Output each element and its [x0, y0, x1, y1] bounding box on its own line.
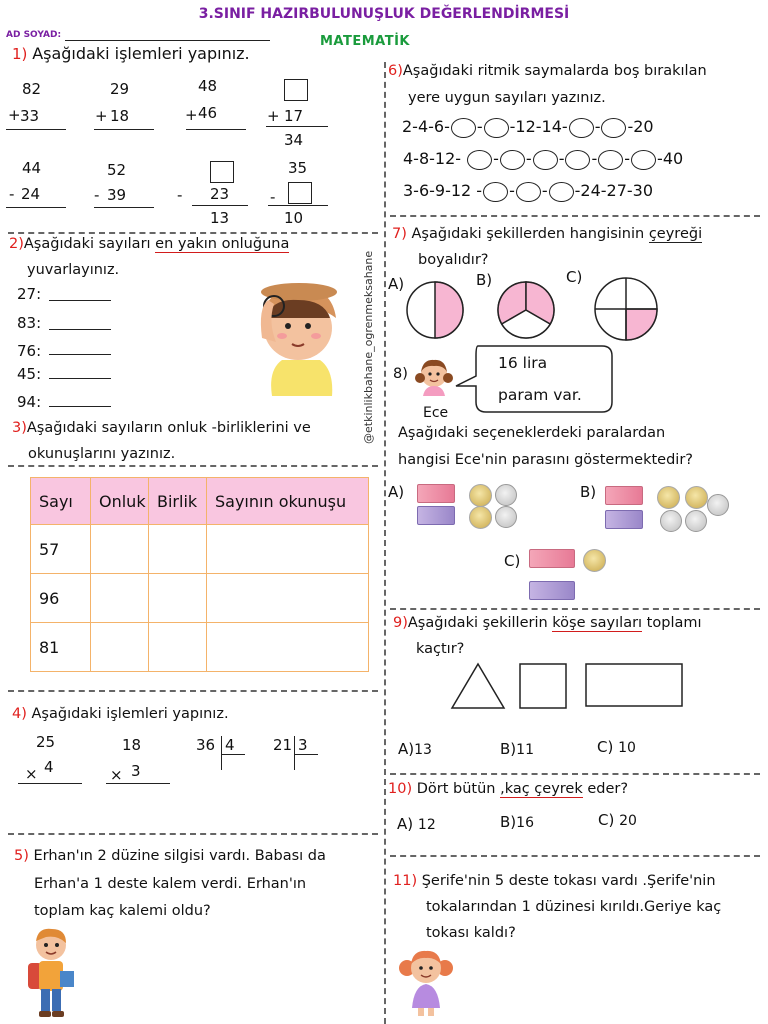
name-label: AD SOYAD:	[6, 30, 62, 40]
operator: +	[267, 107, 280, 125]
round-item: 76:	[17, 342, 41, 360]
blank-circle[interactable]	[601, 118, 626, 138]
question-number: 8)	[393, 366, 408, 382]
operator: +	[185, 106, 198, 124]
blank-circle[interactable]	[500, 150, 525, 170]
coin-icon	[685, 510, 707, 532]
tens-cell[interactable]	[91, 525, 149, 574]
option-label[interactable]: B)	[580, 483, 597, 501]
round-item: 83:	[17, 314, 41, 332]
table-header: Sayı	[31, 478, 91, 525]
blank-circle[interactable]	[549, 182, 574, 202]
banknote-5-icon	[605, 510, 643, 529]
operator: +	[8, 106, 21, 124]
square-shape	[520, 664, 566, 708]
answer-line	[192, 205, 248, 206]
blank-circle[interactable]	[565, 150, 590, 170]
table-row	[31, 623, 369, 672]
result: 34	[284, 131, 304, 149]
answer-option[interactable]: B)16	[500, 813, 534, 831]
question-text: Aşağıdaki şekillerin	[407, 615, 553, 631]
minuend: 35	[288, 159, 308, 177]
question-text: tokalarından 1 düzinesi kırıldı.Geriye kaç	[426, 899, 722, 915]
shapes-figure	[448, 662, 688, 712]
column-divider	[384, 62, 386, 1024]
question-2	[9, 236, 289, 252]
round-item: 94:	[17, 393, 41, 411]
question-text: Dört bütün	[416, 781, 501, 797]
division-bar	[221, 754, 245, 755]
banknote-10-icon	[529, 549, 575, 568]
option-label[interactable]: A)	[388, 275, 405, 293]
sequence-row: 4-8-12- - - - - - -40	[403, 149, 684, 168]
operator: -	[270, 188, 276, 206]
question-text: Aşağıdaki şekillerden hangisinin	[411, 226, 649, 242]
section-divider	[8, 833, 378, 835]
blank-circle[interactable]	[467, 150, 492, 170]
question-text: tokası kaldı?	[426, 925, 516, 941]
answer-line[interactable]	[94, 207, 154, 208]
third-shaded-circle[interactable]	[496, 280, 556, 340]
question-number: 6)	[388, 63, 403, 79]
addend-bottom: 18	[110, 107, 130, 125]
question-3	[12, 420, 311, 436]
question-6	[388, 63, 707, 79]
girl-illustration	[398, 946, 454, 1018]
name-field-line[interactable]	[65, 40, 270, 41]
answer-line	[266, 126, 328, 127]
rectangle-shape	[586, 664, 682, 706]
question-number: 7)	[392, 226, 407, 242]
question-number: 2)	[9, 236, 24, 252]
question-number: 10)	[388, 781, 413, 797]
coin-1-lira-icon	[657, 486, 680, 509]
factor-top: 18	[122, 736, 142, 754]
divisor: 4	[225, 736, 235, 754]
answer-line[interactable]	[18, 783, 82, 784]
section-divider	[390, 608, 760, 610]
option-label[interactable]: B)	[476, 271, 493, 289]
round-item: 27:	[17, 285, 41, 303]
round-item: 45:	[17, 365, 41, 383]
answer-option[interactable]: A)13	[398, 740, 432, 758]
question-text-emphasis: çeyreği	[648, 226, 703, 242]
question-4	[12, 706, 229, 722]
division-bar	[221, 736, 222, 770]
coin-1-lira-icon	[685, 486, 708, 509]
question-text: Aşağıdaki işlemleri yapınız.	[32, 44, 250, 63]
answer-line[interactable]	[6, 129, 66, 130]
operator: ×	[110, 766, 123, 784]
question-text: okunuşlarını yazınız.	[28, 446, 176, 462]
answer-line[interactable]	[49, 300, 111, 301]
girl-ece-illustration	[415, 356, 453, 396]
table-header: Sayının okunuşu	[207, 478, 369, 525]
operator: -	[177, 186, 183, 204]
dividend: 21	[273, 736, 293, 754]
question-text: Aşağıdaki sayıların onluk -birliklerini ve	[26, 420, 311, 436]
operator: -	[9, 185, 15, 203]
divisor: 3	[298, 736, 308, 754]
section-divider	[8, 465, 378, 467]
question-number: 3)	[12, 420, 27, 436]
ones-cell[interactable]	[149, 525, 207, 574]
coin-icon	[660, 510, 682, 532]
dividend: 36	[196, 736, 216, 754]
banknote-10-icon	[417, 484, 455, 503]
subtrahend: 24	[21, 185, 41, 203]
coin-icon	[495, 484, 517, 506]
worksheet-title: 3.SINIF HAZIRBULUNUŞLUK DEĞERLENDİRMESİ	[198, 6, 570, 22]
answer-line[interactable]	[49, 406, 111, 407]
blank-circle[interactable]	[598, 150, 623, 170]
blank-circle[interactable]	[569, 118, 594, 138]
operator: -	[94, 186, 100, 204]
place-value-table	[30, 477, 369, 672]
sequence-row: 2-4-6- - -12-14- - -20	[402, 117, 654, 136]
question-text: Erhan'a 1 deste kalem verdi. Erhan'ın	[34, 876, 307, 892]
minuend: 52	[107, 161, 127, 179]
section-divider	[390, 855, 760, 857]
answer-option[interactable]: A) 12	[397, 815, 436, 833]
question-text: Aşağıdaki seçeneklerdeki paralardan	[398, 425, 666, 441]
question-text: Aşağıdaki işlemleri yapınız.	[31, 706, 229, 722]
banknote-5-icon	[417, 506, 455, 525]
result: 10	[284, 209, 304, 227]
ones-cell[interactable]	[149, 623, 207, 672]
watermark: @etkinlikbahane_ogrenmeksahane	[362, 250, 375, 444]
section-divider	[390, 773, 760, 775]
question-1	[12, 44, 250, 63]
answer-line[interactable]	[49, 354, 111, 355]
question-text-emphasis: köşe sayıları	[552, 615, 643, 631]
factor-bottom: 3	[131, 762, 141, 780]
question-text: hangisi Ece'nin parasını göstermektedir?	[398, 452, 693, 468]
question-number: 11)	[393, 873, 418, 889]
division-bar	[294, 736, 295, 770]
coin-icon	[495, 506, 517, 528]
answer-line[interactable]	[6, 207, 66, 208]
operator: +	[95, 107, 108, 125]
question-number: 1)	[12, 45, 28, 63]
quarter-shaded-circle[interactable]	[593, 276, 659, 342]
number-cell: 96	[31, 574, 91, 623]
question-5	[14, 848, 326, 864]
answer-line[interactable]	[49, 329, 111, 330]
blank-circle[interactable]	[516, 182, 541, 202]
addend-bottom: 33	[20, 107, 40, 125]
subtrahend: 23	[210, 185, 230, 203]
question-9: 9)Aşağıdaki şekillerin köşe sayıları toplamı	[393, 615, 702, 631]
question-7	[392, 226, 702, 242]
section-divider	[8, 690, 378, 692]
question-text: toplam kaç kalemi oldu?	[34, 903, 211, 919]
question-number: 9)	[393, 615, 408, 631]
half-shaded-circle[interactable]	[405, 280, 465, 340]
factor-bottom: 4	[44, 758, 54, 776]
blank-circle[interactable]	[484, 118, 509, 138]
thinking-boy-illustration	[232, 278, 344, 398]
option-label[interactable]: C)	[566, 268, 583, 286]
question-text: Aşağıdaki sayıları	[23, 236, 156, 252]
blank-circle[interactable]	[483, 182, 508, 202]
minuend: 44	[22, 159, 42, 177]
bubble-text: 16 lira	[498, 354, 548, 372]
factor-top: 25	[36, 733, 56, 751]
question-text: yuvarlayınız.	[27, 262, 120, 278]
subtrahend: 39	[107, 186, 127, 204]
option-label[interactable]: A)	[388, 483, 405, 501]
boy-illustration	[22, 925, 78, 1020]
subject-title: MATEMATİK	[320, 34, 411, 49]
answer-line[interactable]	[49, 378, 111, 379]
section-divider	[390, 215, 760, 217]
addend-top: 82	[22, 80, 42, 98]
triangle-shape	[452, 664, 504, 708]
number-cell: 57	[31, 525, 91, 574]
coin-1-lira-icon	[583, 549, 606, 572]
question-text: boyalıdır?	[418, 252, 489, 268]
question-number: 4)	[12, 706, 27, 722]
table-row	[31, 574, 369, 623]
option-label[interactable]: C)	[504, 552, 521, 570]
answer-option[interactable]: C) 20	[598, 811, 637, 829]
operator: ×	[25, 765, 38, 783]
section-divider	[8, 232, 378, 234]
question-text: kaçtır?	[416, 641, 465, 657]
question-number: 5)	[14, 848, 29, 864]
question-text-emphasis: en yakın onluğuna	[155, 236, 290, 252]
sequence-row: 3-6-9-12 - - - -24-27-30	[403, 181, 654, 200]
reading-cell[interactable]	[207, 623, 369, 672]
number-cell: 81	[31, 623, 91, 672]
banknote-10-icon	[605, 486, 643, 505]
answer-line	[268, 205, 328, 206]
table-row	[31, 525, 369, 574]
addend-top: 29	[110, 80, 130, 98]
blank-circle[interactable]	[533, 150, 558, 170]
blank-box[interactable]	[210, 161, 234, 183]
coin-icon	[707, 494, 729, 516]
girl-name: Ece	[423, 405, 449, 421]
answer-line[interactable]	[186, 129, 246, 130]
bubble-text: param var.	[498, 386, 582, 404]
banknote-5-icon	[529, 581, 575, 600]
question-text: Aşağıdaki ritmik saymalarda boş bırakılan	[402, 63, 707, 79]
question-text: yere uygun sayıları yazınız.	[408, 90, 606, 106]
question-text: Erhan'ın 2 düzine silgisi vardı. Babası da	[33, 848, 326, 864]
answer-option[interactable]: C) 10	[597, 738, 636, 756]
coin-1-lira-icon	[469, 506, 492, 529]
blank-circle[interactable]	[451, 118, 476, 138]
division-bar	[294, 754, 318, 755]
question-11	[393, 873, 716, 889]
answer-option[interactable]: B)11	[500, 740, 534, 758]
ones-cell[interactable]	[149, 574, 207, 623]
tens-cell[interactable]	[91, 574, 149, 623]
coin-1-lira-icon	[469, 484, 492, 507]
question-text-emphasis: ,kaç çeyrek	[500, 781, 583, 797]
addend-top: 48	[198, 77, 218, 95]
question-10: 10) Dört bütün ,kaç çeyrek eder?	[388, 781, 629, 797]
addend-bottom: 17	[284, 107, 304, 125]
question-text: Şerife'nin 5 deste tokası vardı .Şerife'nin	[421, 873, 716, 889]
table-header: Onluk	[91, 478, 149, 525]
reading-cell[interactable]	[207, 574, 369, 623]
table-header: Birlik	[149, 478, 207, 525]
reading-cell[interactable]	[207, 525, 369, 574]
addend-bottom: 46	[198, 104, 218, 122]
result: 13	[210, 209, 230, 227]
answer-line[interactable]	[94, 129, 154, 130]
blank-box[interactable]	[288, 182, 312, 204]
tens-cell[interactable]	[91, 623, 149, 672]
blank-box[interactable]	[284, 79, 308, 101]
answer-line[interactable]	[106, 783, 170, 784]
blank-circle[interactable]	[631, 150, 656, 170]
